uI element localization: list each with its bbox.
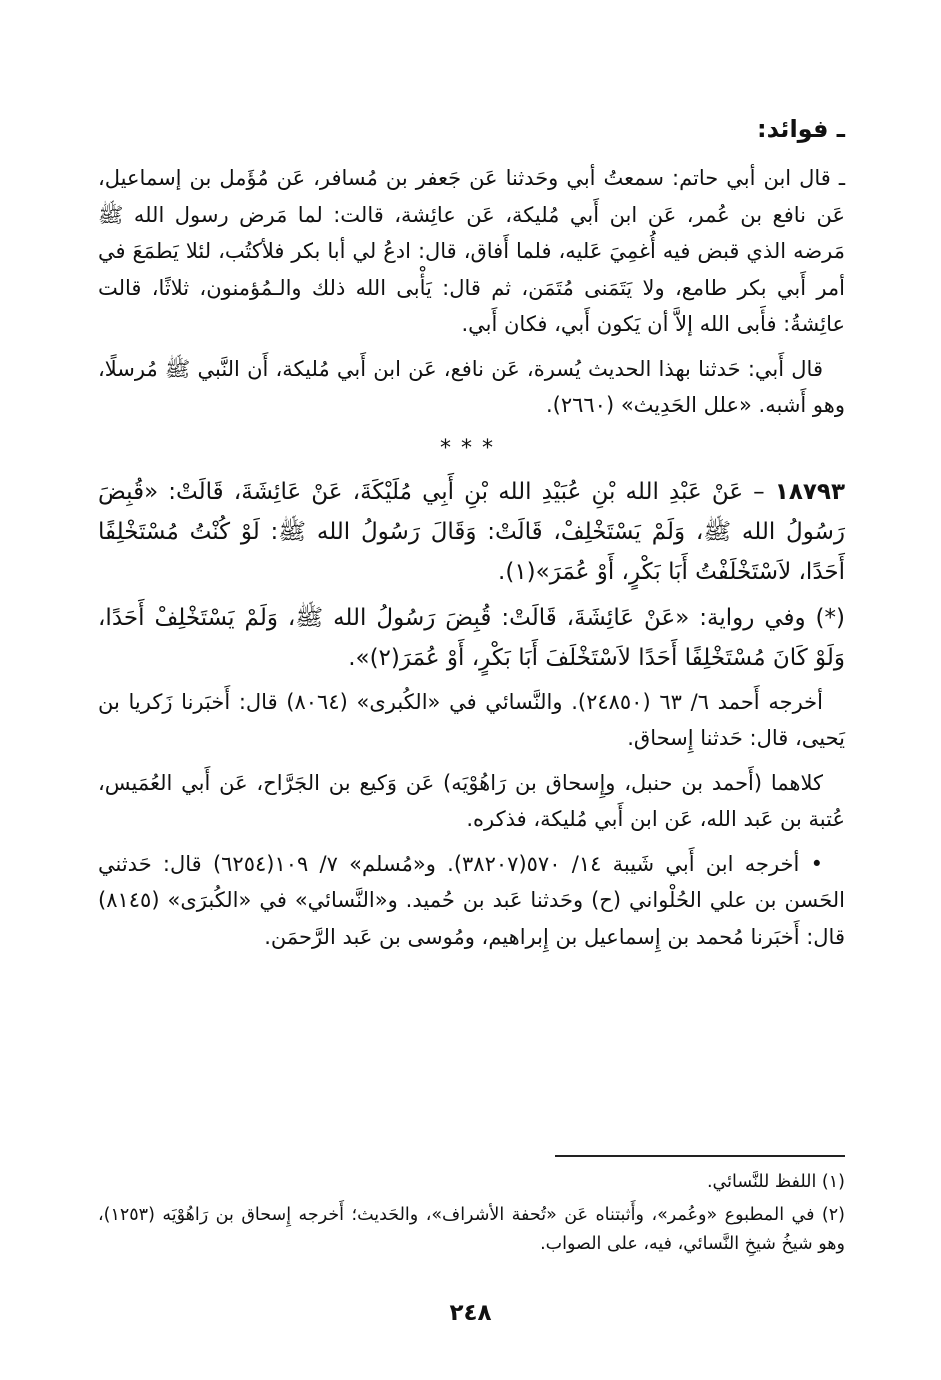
footnote-divider <box>555 1155 845 1157</box>
paragraph-abi-said: قال أَبي: حَدثنا بهذا الحديث يُسرة، عَن نافع، عَن ابن أَبي مُليكة، أَن النَّبي ﷺ مُرسلًا، وهو أَشبه. «علل الحَدِيث» (٢٦٦٠). <box>98 356 845 417</box>
takhrij-paragraph-1: أخرجه أَحمد ٦/ ٦٣ (٢٤٨٥٠). والنَّسائي في «الكُبرى» (٨٠٦٤) قال: أَخبَرنا زَكريا بن يَحيى، قال: حَدثنا إِسحاق. <box>98 689 845 750</box>
takhrij-paragraph-3: • أخرجه ابن أَبي شَيبة ١٤/ ٥٧٠(٣٨٢٠٧). و«مُسلم» ٧/ ١٠٩(٦٢٥٤) قال: حَدثني الحَسن بن علي الحُلْواني (ح) وحَدثنا عَبد بن حُميد. و«النَّسائي» في «الكُبرَى» (٨١٤٥) قال: أَخبَرنا مُحمد بن إِسماعيل بن إِبراهيم، ومُوسى بن عَبد الرَّحمَن. <box>98 851 845 949</box>
page-number: ٢٤٨ <box>449 1300 492 1326</box>
section-separator: *** <box>440 435 503 461</box>
section-heading: ـ فوائد: <box>756 115 845 143</box>
hadith-variant: (*) وفي رواية: «عَنْ عَائِشَةَ، قَالَتْ: قُبِضَ رَسُولُ الله ﷺ، وَلَمْ يَسْتَخْلِفْ أَحَدًا، وَلَوْ كَانَ مُسْتَخْلِفًا أَحَدًا لاَسْتَخْلَفَ أَبَا بَكْرٍ، أَوْ عُمَرَ(٢)». <box>98 604 845 671</box>
paragraph-ibn-abi-hatim: ـ قال ابن أبي حاتم: سمعتُ أبي وحَدثنا عَن جَعفر بن مُسافر، عَن مُؤَمل بن إسماعيل، عَن نافع بن عُمر، عَن ابن أَبي مُليكة، عَن عائِشة، قالت: لما مَرض رسول الله ﷺ مَرضه الذي قبض فيه أُغمِيَ عَليه، فلما أَفاق، قال: ادعُ لي أبا بكر فلأكتُب، لئلا يَطمَعَ في أمر أَبي بكر طامع، ولا يَتَمَنى مُتَمَن، ثم قال: يَأْبى الله ذلك والـمُؤمنون، ثلاثًا، قالت عائِشةُ: فأَبى الله إلاَّ أن يَكون أَبي، فكان أَبي. <box>98 166 845 336</box>
takhrij-paragraph-2: كلاهما (أَحمد بن حنبل، وإِسحاق بن رَاهُوْيَه) عَن وَكيع بن الجَرَّاح، عَن أَبي العُمَيس، عُتبة بن عَبد الله، عَن ابن أَبي مُليكة، فذكره. <box>98 770 845 831</box>
footnotes <box>98 1168 845 1263</box>
hadith-body: – عَنْ عَبْدِ الله بْنِ عُبَيْدِ الله بْنِ أَبِي مُلَيْكَةَ، عَنْ عَائِشَةَ، قَالَتْ: «قُبِضَ رَسُولُ الله ﷺ، وَلَمْ يَسْتَخْلِفْ، قَالَتْ: وَقَالَ رَسُولُ الله ﷺ: لَوْ كُنْتُ مُسْتَخْلِفًا أَحَدًا، لاَسْتَخْلَفْتُ أَبَا بَكْرٍ، أَوْ عُمَرَ»(١). <box>98 478 845 585</box>
hadith-text <box>98 472 845 592</box>
footnote-2: (٢) في المطبوع «وعُمر»، وأَثبتناه عَن «تُحفة الأشراف»، والحَديث؛ أَخرجه إِسحاق بن رَاهُوْيَه (١٢٥٣)، وهو شيخُ شيخِ النَّسائي، فيه، على الصواب. <box>98 1205 845 1254</box>
hadith-number: ١٨٧٩٣ <box>774 478 845 505</box>
footnote-1: (١) اللفظ للنَّسائي. <box>706 1172 845 1192</box>
